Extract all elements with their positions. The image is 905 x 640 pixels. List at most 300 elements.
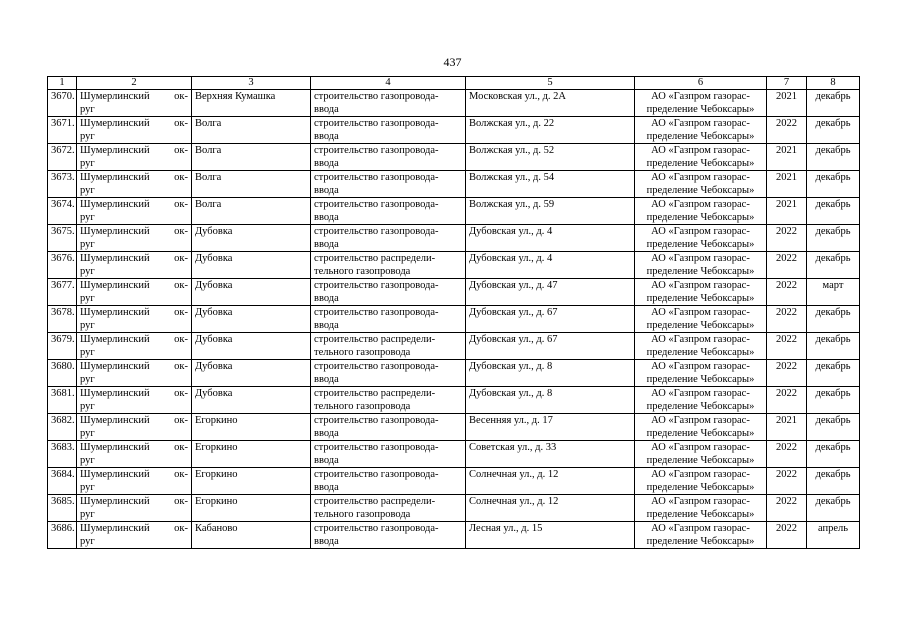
table-row [48, 468, 860, 495]
year-cell [767, 441, 807, 468]
month: декабрь [815, 334, 851, 345]
month: декабрь [815, 91, 851, 102]
locality: Волга [195, 199, 222, 210]
locality: Дубовка [195, 334, 233, 345]
row-number-cell [48, 414, 77, 441]
work-type-cell [311, 333, 466, 360]
month-cell [807, 90, 860, 117]
year-cell [767, 306, 807, 333]
organization-cell [635, 360, 767, 387]
address-cell [466, 495, 635, 522]
district-continuation: руг [80, 293, 95, 304]
district-name: Шумерлинский [80, 307, 150, 318]
row-number: 3674. [51, 199, 75, 210]
district-cell [77, 279, 192, 306]
row-number-cell [48, 252, 77, 279]
month: декабрь [815, 496, 851, 507]
address-cell [466, 360, 635, 387]
row-number: 3670. [51, 91, 75, 102]
column-header: 2 [77, 77, 192, 90]
work-type-line-2: ввода [314, 239, 339, 250]
district-name: Шумерлинский [80, 523, 150, 534]
row-number-cell [48, 441, 77, 468]
month-cell [807, 522, 860, 549]
work-type-cell [311, 279, 466, 306]
organization-cell [635, 225, 767, 252]
address: Весенняя ул., д. 17 [469, 415, 553, 426]
year-cell [767, 171, 807, 198]
table-row [48, 144, 860, 171]
month: декабрь [815, 226, 851, 237]
month-cell [807, 117, 860, 144]
row-number: 3673. [51, 172, 75, 183]
district-continuation: руг [80, 239, 95, 250]
row-number-cell [48, 306, 77, 333]
locality: Дубовка [195, 226, 233, 237]
work-type-cell [311, 225, 466, 252]
month-cell [807, 252, 860, 279]
month-cell [807, 198, 860, 225]
address-cell [466, 333, 635, 360]
locality-cell [192, 495, 311, 522]
month-cell [807, 441, 860, 468]
district-name: Шумерлинский [80, 361, 150, 372]
organization-line-2: пределение Чебоксары» [646, 401, 755, 412]
month-cell [807, 171, 860, 198]
district-cell [77, 252, 192, 279]
year: 2021 [776, 172, 797, 183]
year: 2022 [776, 253, 797, 264]
district-name: Шумерлинский [80, 145, 150, 156]
row-number: 3675. [51, 226, 75, 237]
address: Дубовская ул., д. 8 [469, 361, 553, 372]
district-hyphen-part: ок- [174, 496, 188, 507]
row-number: 3671. [51, 118, 75, 129]
organization-cell [635, 387, 767, 414]
year: 2021 [776, 145, 797, 156]
row-number-cell [48, 198, 77, 225]
district-name: Шумерлинский [80, 172, 150, 183]
district-continuation: руг [80, 374, 95, 385]
locality-cell [192, 306, 311, 333]
locality-cell [192, 117, 311, 144]
district-continuation: руг [80, 131, 95, 142]
district-name: Шумерлинский [80, 118, 150, 129]
work-type-cell [311, 306, 466, 333]
row-number-cell [48, 468, 77, 495]
year: 2022 [776, 226, 797, 237]
district-continuation: руг [80, 482, 95, 493]
organization-cell [635, 306, 767, 333]
locality: Егоркино [195, 415, 238, 426]
organization-cell [635, 279, 767, 306]
address-cell [466, 144, 635, 171]
year: 2021 [776, 199, 797, 210]
district-continuation: руг [80, 266, 95, 277]
locality-cell [192, 279, 311, 306]
row-number-cell [48, 144, 77, 171]
work-type-cell [311, 117, 466, 144]
work-type-line-2: ввода [314, 158, 339, 169]
month-cell [807, 144, 860, 171]
table-row [48, 522, 860, 549]
work-type-line-2: ввода [314, 455, 339, 466]
work-type-line-1: строительство газопровода- [314, 469, 439, 480]
work-type-line-1: строительство газопровода- [314, 118, 439, 129]
work-type-line-2: тельного газопровода [314, 401, 411, 412]
work-type-line-1: строительство газопровода- [314, 145, 439, 156]
work-type-line-2: ввода [314, 131, 339, 142]
address-cell [466, 198, 635, 225]
district-cell [77, 522, 192, 549]
month-cell [807, 387, 860, 414]
column-header: 3 [192, 77, 311, 90]
locality: Кабаново [195, 523, 238, 534]
address: Волжская ул., д. 59 [469, 199, 555, 210]
district-hyphen-part: ок- [174, 361, 188, 372]
row-number: 3678. [51, 307, 75, 318]
address: Волжская ул., д. 54 [469, 172, 555, 183]
work-type-line-2: ввода [314, 212, 339, 223]
district-continuation: руг [80, 185, 95, 196]
locality-cell [192, 225, 311, 252]
row-number: 3680. [51, 361, 75, 372]
month: декабрь [815, 361, 851, 372]
organization-line-2: пределение Чебоксары» [646, 266, 755, 277]
district-cell [77, 117, 192, 144]
locality-cell [192, 522, 311, 549]
organization-line-1: АО «Газпром газорас- [651, 145, 750, 156]
organization-cell [635, 144, 767, 171]
organization-line-1: АО «Газпром газорас- [651, 280, 750, 291]
work-type-cell [311, 360, 466, 387]
address-cell [466, 387, 635, 414]
district-continuation: руг [80, 536, 95, 547]
column-header: 8 [807, 77, 860, 90]
district-hyphen-part: ок- [174, 91, 188, 102]
row-number: 3686. [51, 523, 75, 534]
table-body [48, 90, 860, 549]
district-cell [77, 144, 192, 171]
row-number: 3683. [51, 442, 75, 453]
locality-cell [192, 468, 311, 495]
row-number-cell [48, 522, 77, 549]
address: Дубовская ул., д. 47 [469, 280, 558, 291]
year-cell [767, 279, 807, 306]
address-cell [466, 225, 635, 252]
district-continuation: руг [80, 401, 95, 412]
year: 2022 [776, 334, 797, 345]
district-continuation: руг [80, 347, 95, 358]
organization-line-1: АО «Газпром газорас- [651, 442, 750, 453]
work-type-cell [311, 495, 466, 522]
district-hyphen-part: ок- [174, 388, 188, 399]
row-number: 3676. [51, 253, 75, 264]
month: апрель [817, 523, 849, 534]
month-cell [807, 414, 860, 441]
district-hyphen-part: ок- [174, 280, 188, 291]
year: 2022 [776, 388, 797, 399]
row-number: 3682. [51, 415, 75, 426]
gasification-table [47, 76, 860, 549]
work-type-line-1: строительство газопровода- [314, 199, 439, 210]
organization-line-2: пределение Чебоксары» [646, 536, 755, 547]
work-type-line-1: строительство газопровода- [314, 280, 439, 291]
work-type-cell [311, 522, 466, 549]
year: 2022 [776, 280, 797, 291]
address: Волжская ул., д. 52 [469, 145, 555, 156]
district-cell [77, 333, 192, 360]
organization-cell [635, 90, 767, 117]
locality: Верхняя Кумашка [195, 91, 276, 102]
row-number-cell [48, 387, 77, 414]
table-row [48, 333, 860, 360]
district-cell [77, 441, 192, 468]
table-row [48, 360, 860, 387]
month-cell [807, 333, 860, 360]
row-number: 3685. [51, 496, 75, 507]
organization-line-2: пределение Чебоксары» [646, 482, 755, 493]
organization-line-1: АО «Газпром газорас- [651, 523, 750, 534]
work-type-line-2: ввода [314, 536, 339, 547]
year-cell [767, 495, 807, 522]
year-cell [767, 225, 807, 252]
district-continuation: руг [80, 320, 95, 331]
address-cell [466, 522, 635, 549]
organization-cell [635, 522, 767, 549]
district-cell [77, 306, 192, 333]
table-row [48, 252, 860, 279]
work-type-line-2: ввода [314, 374, 339, 385]
address-cell [466, 252, 635, 279]
locality: Егоркино [195, 442, 238, 453]
year: 2022 [776, 469, 797, 480]
table-row [48, 495, 860, 522]
work-type-line-2: тельного газопровода [314, 509, 411, 520]
row-number: 3679. [51, 334, 75, 345]
month-cell [807, 495, 860, 522]
district-hyphen-part: ок- [174, 523, 188, 534]
row-number-cell [48, 279, 77, 306]
work-type-cell [311, 414, 466, 441]
organization-cell [635, 117, 767, 144]
address-cell [466, 414, 635, 441]
organization-line-2: пределение Чебоксары» [646, 428, 755, 439]
organization-cell [635, 252, 767, 279]
organization-line-1: АО «Газпром газорас- [651, 415, 750, 426]
month: декабрь [815, 199, 851, 210]
district-continuation: руг [80, 212, 95, 223]
month-cell [807, 279, 860, 306]
district-continuation: руг [80, 455, 95, 466]
work-type-line-1: строительство газопровода- [314, 172, 439, 183]
year: 2022 [776, 118, 797, 129]
organization-cell [635, 414, 767, 441]
address: Дубовская ул., д. 4 [469, 226, 553, 237]
work-type-line-2: ввода [314, 104, 339, 115]
year-cell [767, 360, 807, 387]
organization-line-2: пределение Чебоксары» [646, 212, 755, 223]
district-name: Шумерлинский [80, 442, 150, 453]
month: декабрь [815, 442, 851, 453]
year-cell [767, 117, 807, 144]
locality: Дубовка [195, 307, 233, 318]
district-cell [77, 468, 192, 495]
address-cell [466, 117, 635, 144]
month: декабрь [815, 145, 851, 156]
work-type-line-1: строительство распредели- [314, 253, 436, 264]
district-hyphen-part: ок- [174, 199, 188, 210]
year: 2021 [776, 91, 797, 102]
district-name: Шумерлинский [80, 415, 150, 426]
year-cell [767, 198, 807, 225]
locality: Егоркино [195, 496, 238, 507]
address: Дубовская ул., д. 4 [469, 253, 553, 264]
row-number: 3681. [51, 388, 75, 399]
column-header: 5 [466, 77, 635, 90]
organization-cell [635, 198, 767, 225]
work-type-cell [311, 90, 466, 117]
district-name: Шумерлинский [80, 469, 150, 480]
district-cell [77, 495, 192, 522]
district-hyphen-part: ок- [174, 253, 188, 264]
district-hyphen-part: ок- [174, 469, 188, 480]
organization-line-1: АО «Газпром газорас- [651, 118, 750, 129]
organization-line-2: пределение Чебоксары» [646, 293, 755, 304]
district-name: Шумерлинский [80, 199, 150, 210]
table-row [48, 306, 860, 333]
work-type-line-1: строительство распредели- [314, 388, 436, 399]
work-type-line-1: строительство газопровода- [314, 361, 439, 372]
district-hyphen-part: ок- [174, 172, 188, 183]
table-row [48, 90, 860, 117]
year: 2022 [776, 307, 797, 318]
district-name: Шумерлинский [80, 496, 150, 507]
organization-line-2: пределение Чебоксары» [646, 104, 755, 115]
district-hyphen-part: ок- [174, 118, 188, 129]
locality: Волга [195, 145, 222, 156]
district-cell [77, 387, 192, 414]
row-number-cell [48, 90, 77, 117]
organization-cell [635, 441, 767, 468]
month: декабрь [815, 118, 851, 129]
year: 2021 [776, 415, 797, 426]
organization-line-1: АО «Газпром газорас- [651, 334, 750, 345]
organization-line-1: АО «Газпром газорас- [651, 388, 750, 399]
row-number: 3672. [51, 145, 75, 156]
work-type-line-1: строительство газопровода- [314, 226, 439, 237]
address: Дубовская ул., д. 67 [469, 307, 558, 318]
row-number-cell [48, 360, 77, 387]
work-type-cell [311, 144, 466, 171]
row-number: 3684. [51, 469, 75, 480]
organization-cell [635, 171, 767, 198]
address-cell [466, 90, 635, 117]
locality-cell [192, 441, 311, 468]
organization-line-1: АО «Газпром газорас- [651, 253, 750, 264]
organization-line-1: АО «Газпром газорас- [651, 469, 750, 480]
organization-line-2: пределение Чебоксары» [646, 131, 755, 142]
month: декабрь [815, 307, 851, 318]
month: декабрь [815, 415, 851, 426]
month-cell [807, 468, 860, 495]
work-type-line-2: ввода [314, 428, 339, 439]
district-name: Шумерлинский [80, 91, 150, 102]
work-type-line-2: ввода [314, 185, 339, 196]
address-cell [466, 171, 635, 198]
work-type-line-1: строительство газопровода- [314, 442, 439, 453]
district-name: Шумерлинский [80, 280, 150, 291]
year: 2022 [776, 496, 797, 507]
district-cell [77, 225, 192, 252]
organization-line-1: АО «Газпром газорас- [651, 91, 750, 102]
district-hyphen-part: ок- [174, 415, 188, 426]
month: декабрь [815, 469, 851, 480]
page-number: 437 [443, 55, 462, 69]
district-continuation: руг [80, 158, 95, 169]
organization-line-2: пределение Чебоксары» [646, 158, 755, 169]
organization-line-2: пределение Чебоксары» [646, 347, 755, 358]
row-number-cell [48, 171, 77, 198]
address: Солнечная ул., д. 12 [469, 469, 559, 480]
work-type-line-1: строительство газопровода- [314, 523, 439, 534]
table-row [48, 279, 860, 306]
table-row [48, 414, 860, 441]
month: декабрь [815, 172, 851, 183]
organization-line-2: пределение Чебоксары» [646, 374, 755, 385]
year: 2022 [776, 361, 797, 372]
locality: Дубовка [195, 361, 233, 372]
row-number-cell [48, 117, 77, 144]
locality-cell [192, 90, 311, 117]
organization-cell [635, 495, 767, 522]
table-row [48, 387, 860, 414]
column-header: 4 [311, 77, 466, 90]
year: 2022 [776, 523, 797, 534]
address: Волжская ул., д. 22 [469, 118, 555, 129]
month-cell [807, 306, 860, 333]
work-type-cell [311, 468, 466, 495]
row-number-cell [48, 495, 77, 522]
table-row [48, 117, 860, 144]
address: Дубовская ул., д. 8 [469, 388, 553, 399]
address: Дубовская ул., д. 67 [469, 334, 558, 345]
work-type-line-2: тельного газопровода [314, 347, 411, 358]
district-name: Шумерлинский [80, 388, 150, 399]
work-type-cell [311, 252, 466, 279]
work-type-cell [311, 441, 466, 468]
organization-line-1: АО «Газпром газорас- [651, 199, 750, 210]
work-type-line-1: строительство газопровода- [314, 415, 439, 426]
column-header: 6 [635, 77, 767, 90]
district-cell [77, 360, 192, 387]
year-cell [767, 468, 807, 495]
district-hyphen-part: ок- [174, 334, 188, 345]
work-type-line-2: ввода [314, 320, 339, 331]
locality-cell [192, 171, 311, 198]
district-hyphen-part: ок- [174, 442, 188, 453]
address-cell [466, 441, 635, 468]
work-type-cell [311, 387, 466, 414]
year: 2022 [776, 442, 797, 453]
work-type-line-2: ввода [314, 482, 339, 493]
district-continuation: руг [80, 428, 95, 439]
table-row [48, 441, 860, 468]
locality: Волга [195, 118, 222, 129]
district-hyphen-part: ок- [174, 307, 188, 318]
district-name: Шумерлинский [80, 226, 150, 237]
organization-line-1: АО «Газпром газорас- [651, 172, 750, 183]
